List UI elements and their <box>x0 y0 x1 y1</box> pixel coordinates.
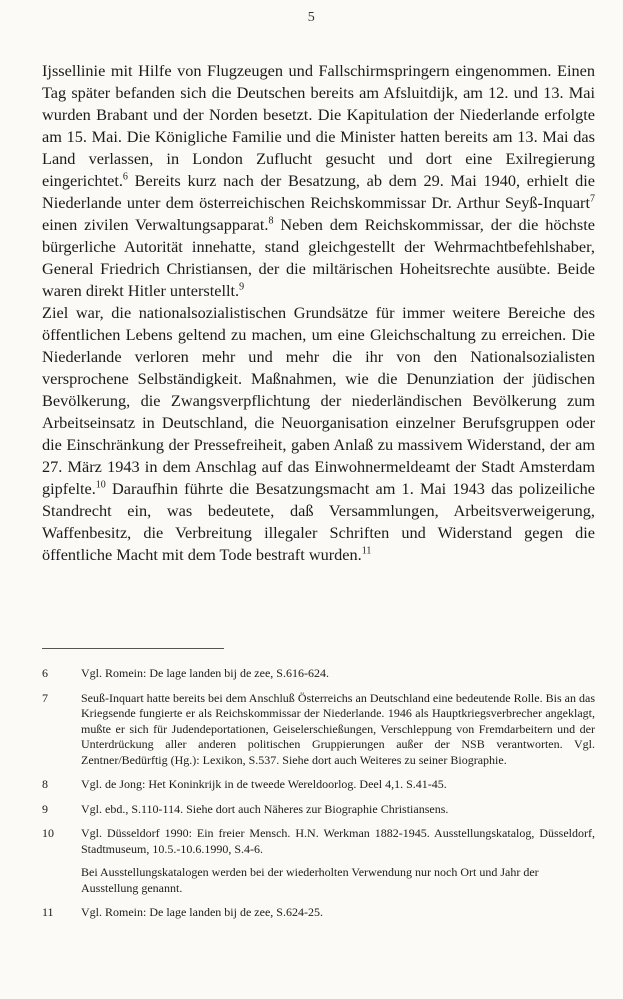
footnote-ref-10[interactable]: 10 <box>95 479 106 491</box>
footnotes <box>42 666 595 930</box>
footnote-9 <box>42 802 595 818</box>
footnote-number: 10 <box>42 826 54 840</box>
footnote-7 <box>42 691 595 769</box>
footnote-text: Vgl. Romein: De lage landen bij de zee, S.624-25. <box>81 905 323 919</box>
footnote-number: 6 <box>42 666 48 680</box>
page-number: 5 <box>307 10 316 25</box>
footnote-text: Vgl. Romein: De lage landen bij de zee, S.616-624. <box>81 666 329 680</box>
footnote-ref-6[interactable]: 6 <box>122 171 128 183</box>
footnote-number: 7 <box>42 690 48 705</box>
footnote-ref-8[interactable]: 8 <box>268 215 274 227</box>
footnote-11 <box>42 905 595 921</box>
footnote-ref-7[interactable]: 7 <box>590 193 595 205</box>
footnote-text: Seuß-Inquart hatte bereits bei dem Anschluß Österreichs an Deutschland eine bedeutende Rolle. Bis an das Kriegsende fungierte er als Reichskommissar der Niederlande. 1946 als Hauptkriegsverbrecher angeklagt, mußte er sich für Judendeportationen, Geiselerschießungen, Verschleppung von Fremdarbeitern und der Unterdrückung aller anderen politischen Gruppierungen außer der NSB verantworten. Vgl. Zentner/Bedürftig (Hg.): Lexikon, S.537. Siehe dort auch Weiteres zu seiner Biographie. <box>81 690 595 767</box>
footnote-number: 9 <box>42 801 48 816</box>
main-text <box>42 60 595 566</box>
footnote-text: Vgl. de Jong: Het Koninkrijk in de tweede Wereldoorlog. Deel 4,1. S.41-45. <box>81 777 447 791</box>
footnote-ref-9[interactable]: 9 <box>239 281 245 293</box>
footnote-text-continued: Bei Ausstellungskatalogen werden bei der wiederholten Verwendung nur noch Ort und Jahr der Ausstellung genannt. <box>81 865 539 895</box>
footnote-number: 11 <box>42 905 54 919</box>
footnote-number: 8 <box>42 777 48 791</box>
footnote-8 <box>42 777 595 793</box>
footnote-text: Vgl. ebd., S.110-114. Siehe dort auch Näheres zur Biographie Christiansens. <box>81 801 449 816</box>
footnote-text: Vgl. Düsseldorf 1990: Ein freier Mensch. H.N. Werkman 1882-1945. Ausstellungskatalog, Düsseldorf, Stadtmuseum, 10.5.-10.6.1990, S.4-6. <box>81 826 595 856</box>
footnote-ref-11[interactable]: 11 <box>361 545 372 557</box>
footnote-6 <box>42 666 595 682</box>
paragraph-1: Ijssellinie mit Hilfe von Flugzeugen und Fallschirmspringern eingenommen. Einen Tag später befanden sich die Deutschen bereits am Afsluitdijk, am 12. und 13. Mai wurden Brabant und der Norden besetzt. Die Kapitulation der Niederlande erfolgte am 15. Mai. Die Königliche Familie und die Minister hatten bereits am 13. Mai das Land verlassen, in London Zuflucht gesucht und dort eine Exilregierung eingerichtet.$^6$ Bereits kurz nach der Besatzung, ab dem 29. Mai 1940, erhielt die Niederlande unter dem österreichischen Reichskommissar Dr. Arthur Seyß-Inquart$^7$ einen zivilen Verwaltungsapparat.$^8$ Neben dem Reichskommissar, der die höchste bürgerliche Autorität innehatte, stand gleichgestellt der Wehrmachtbefehlshaber, General Friedrich Christiansen, der die miltärischen Hoheitsrechte ausübte. Beide waren direkt Hitler unterstellt.$^9$ <box>42 61 595 300</box>
footnote-divider <box>42 648 224 649</box>
paragraph-2: Ziel war, die nationalsozialistischen Grundsätze für immer weitere Bereiche des öffentlichen Lebens geltend zu machen, um eine Gleichschaltung zu erreichen. Die Niederlande verloren mehr und mehr die ihr von den Nationalsozialisten versprochene Selbständigkeit. Maßnahmen, wie die Denunziation der jüdischen Bevölkerung, die Zwangsverpflichtung der niederländischen Bevölkerung zum Arbeitseinsatz in Deutschland, die Neuorganisation einzelner Berufsgruppen oder die Einschränkung der Pressefreiheit, gaben Anlaß zu massivem Widerstand, der am 27. März 1943 in dem Anschlag auf das Einwohnermeldeamt der Stadt Amsterdam gipfelte.$^{10}$ Daraufhin führte die Besatzungsmacht am 1. Mai 1943 das polizeiliche Standrecht ein, was bedeutete, daß Versammlungen, Arbeitsverweigerung, Waffenbesitz, die Verbreitung illegaler Schriften und Widerstand gegen die öffentliche Macht mit dem Tode bestraft wurden.$^{11}$ <box>42 303 595 564</box>
footnote-10 <box>42 826 595 896</box>
